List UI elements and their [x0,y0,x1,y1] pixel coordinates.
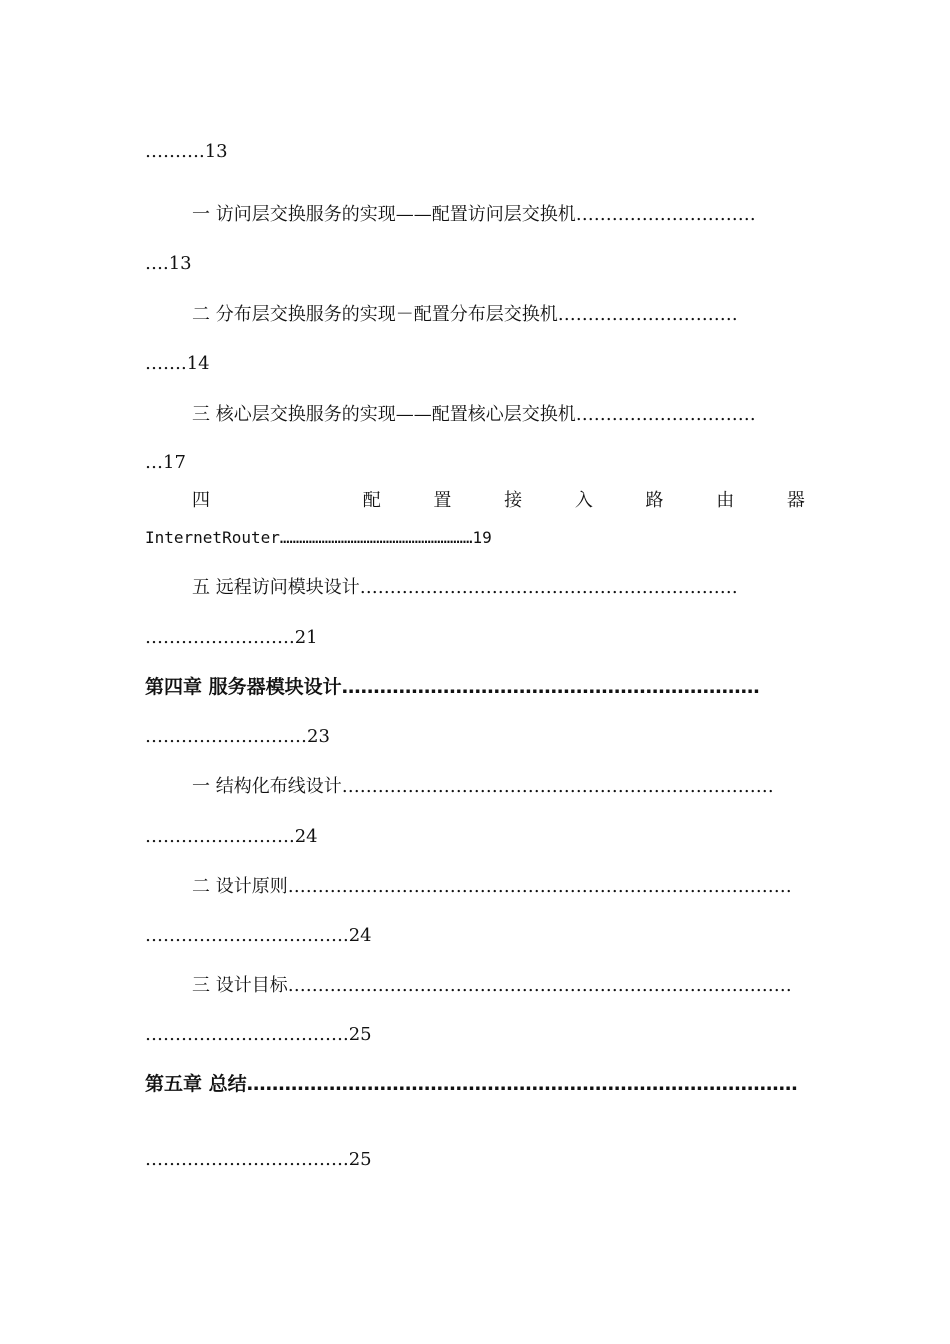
toc-continuation-line: …………………………….25 [145,1149,372,1170]
toc-entry-core-layer[interactable]: 三 核心层交换服务的实现——配置核心层交换机………………………… [192,404,756,425]
toc-entry-structured-cabling[interactable]: 一 结构化布线设计……………………………………………………………… [192,776,774,797]
toc-char: 接 [504,490,523,511]
toc-entry-access-router[interactable] [192,488,805,514]
toc-continuation-line: ……….13 [145,141,228,162]
toc-continuation-line: …………………….24 [145,826,318,847]
toc-continuation-line: InternetRouter……………………………………………………19 [145,528,492,547]
toc-char: 由 [716,490,735,511]
toc-continuation-line: …………………….21 [145,627,318,648]
toc-char: 置 [433,490,452,511]
toc-char: 配 [362,490,381,511]
toc-continuation-line: …17 [145,452,186,473]
toc-char: 入 [574,490,593,511]
toc-entry-design-principles[interactable]: 二 设计原则………………………………………………………………………… [192,876,792,897]
toc-entry-remote-access[interactable]: 五 远程访问模块设计……………………………………………………… [192,577,738,598]
toc-chapter-5[interactable]: 第五章 总结…………………………………………………………………………… [145,1073,798,1095]
toc-continuation-line: …….14 [145,353,210,374]
toc-char: 器 [786,490,805,511]
toc-entry-access-layer[interactable]: 一 访问层交换服务的实现——配置访问层交换机………………………… [192,204,756,225]
toc-continuation-line: ………………………23 [145,726,330,747]
toc-entry-distribution-layer[interactable]: 二 分布层交换服务的实现－配置分布层交换机………………………… [192,304,738,325]
toc-chapter-4[interactable]: 第四章 服务器模块设计………………………………………………………… [145,676,760,698]
toc-continuation-line: ….13 [145,253,192,274]
toc-continuation-line: …………………………….25 [145,1024,372,1045]
toc-char: 路 [645,490,664,511]
toc-char: 四 [192,490,210,511]
toc-continuation-line: …………………………….24 [145,925,372,946]
toc-entry-design-goals[interactable]: 三 设计目标………………………………………………………………………… [192,975,792,996]
